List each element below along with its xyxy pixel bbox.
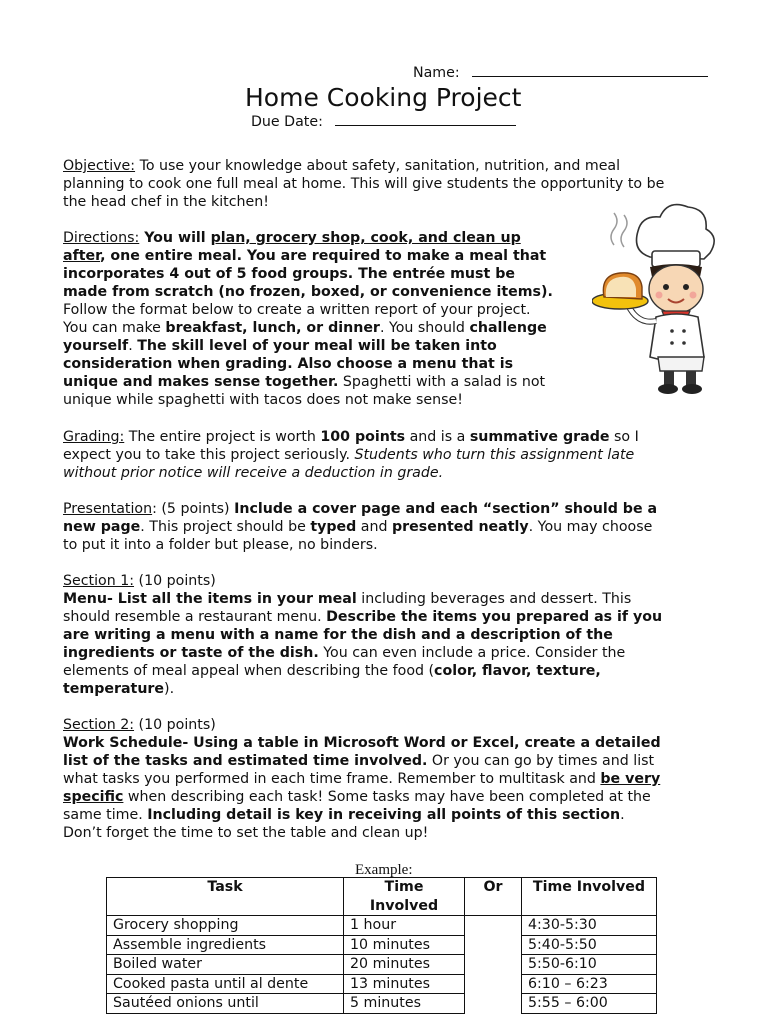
name-blank-line[interactable]	[472, 76, 708, 77]
table-row	[107, 955, 657, 975]
section2-text: specific	[63, 789, 124, 805]
directions-text: yourself	[63, 338, 129, 354]
presentation-text: : (5 points)	[152, 501, 235, 517]
due-date-row	[251, 114, 516, 130]
grading-label: Grading:	[63, 429, 125, 445]
section2-paragraph	[63, 716, 661, 842]
section1-text: color, flavor, texture,	[434, 663, 601, 679]
grading-text: and is a	[405, 429, 470, 445]
table-cell: 6:10 – 6:23	[522, 974, 657, 994]
directions-text: plan, grocery shop, cook, and clean up	[210, 230, 521, 246]
section2-text: - Using a table in Microsoft Word or Excel, create a detailed	[182, 735, 661, 751]
presentation-text: . This project should be	[140, 519, 311, 535]
grading-text: summative grade	[469, 429, 610, 445]
section1-paragraph	[63, 572, 662, 698]
name-label: Name:	[413, 65, 460, 81]
presentation-text: presented neatly	[392, 519, 529, 535]
presentation-label: Presentation	[63, 501, 153, 517]
presentation-paragraph	[63, 500, 657, 554]
table-cell: Sautéed onions until	[107, 994, 344, 1014]
column-header-time-involved	[344, 878, 465, 916]
table-cell: Cooked pasta until al dente	[107, 974, 344, 994]
objective-label: Objective:	[63, 158, 136, 174]
section2-text: Including detail is key in receiving all points of this section	[147, 807, 621, 823]
directions-text: .	[128, 338, 138, 354]
presentation-text: typed	[310, 519, 357, 535]
table-cell: Assemble ingredients	[107, 935, 344, 955]
table-row	[107, 994, 657, 1014]
table-cell: 5:40-5:50	[522, 935, 657, 955]
grading-text: The entire project is worth	[124, 429, 321, 445]
section2-text: when describing each task! Some tasks may have been completed at the	[123, 789, 651, 805]
presentation-text: Include a cover page and each “section” should be a	[234, 501, 658, 517]
section2-text: Don’t forget the time to set the table and clean up!	[63, 825, 429, 841]
section1-text: temperature	[63, 681, 165, 697]
objective-paragraph	[63, 157, 664, 211]
section1-text: ).	[164, 681, 175, 697]
table-row	[107, 935, 657, 955]
grading-text: 100 points	[320, 429, 406, 445]
directions-text: The skill level of your meal will be taken into	[137, 338, 497, 354]
section1-label: Section 1:	[63, 573, 135, 589]
column-header-task: Task	[107, 878, 344, 916]
section1-text: including beverages and dessert. This	[356, 591, 632, 607]
name-field-row	[413, 65, 708, 81]
section2-text: same time.	[63, 807, 148, 823]
directions-text: unique while spaghetti with tacos does not make sense!	[63, 392, 463, 408]
directions-text: consideration when grading. Also choose a menu that is	[63, 356, 514, 372]
section2-text: what tasks you performed in each time frame. Remember to multitask and	[63, 771, 601, 787]
section1-text: You can even include a price. Consider the	[318, 645, 626, 661]
directions-text: Follow the format below to create a written report of your project.	[63, 302, 531, 318]
directions-text: challenge	[469, 320, 547, 336]
section1-text: elements of meal appeal when describing the food (	[63, 663, 435, 679]
section1-text: should resemble a restaurant menu.	[63, 609, 327, 625]
example-table	[106, 877, 657, 1014]
table-cell: 1 hour	[344, 916, 465, 936]
table-cell: 5:50-6:10	[522, 955, 657, 975]
objective-text: planning to cook one full meal at home. This will give students the opportunity to be	[63, 176, 665, 192]
directions-text: . You should	[379, 320, 470, 336]
section2-text: Work Schedule	[63, 735, 183, 751]
section1-text: ingredients or taste of the dish.	[63, 645, 319, 661]
table-cell: 20 minutes	[344, 955, 465, 975]
page-title: Home Cooking Project	[245, 83, 522, 112]
due-date-label: Due Date:	[251, 114, 323, 130]
table-cell: Boiled water	[107, 955, 344, 975]
section2-text: Or you can go by times and list	[427, 753, 655, 769]
directions-text: Spaghetti with a salad is not	[338, 374, 546, 390]
directions-text: You can make	[63, 320, 166, 336]
section1-text: Describe the items you prepared as if you	[326, 609, 663, 625]
section2-text: be very	[600, 771, 661, 787]
directions-text: You will	[139, 230, 211, 246]
section2-text: list of the tasks and estimated time involved.	[63, 753, 428, 769]
directions-text: made from scratch (no frozen, boxed, or convenience items).	[63, 284, 553, 300]
column-header-or: Or	[465, 878, 522, 916]
grading-paragraph	[63, 428, 639, 482]
presentation-text: to put it into a folder but please, no binders.	[63, 537, 378, 553]
objective-text: the head chef in the kitchen!	[63, 194, 269, 210]
table-header-row	[107, 878, 657, 916]
objective-text: To use your knowledge about safety, sanitation, nutrition, and meal	[135, 158, 621, 174]
table-cell: 5 minutes	[344, 994, 465, 1014]
grading-text: without prior notice will receive a deduction in grade.	[63, 465, 444, 481]
table-cell-empty	[465, 916, 522, 1014]
column-header-text: Time	[384, 879, 424, 895]
directions-text: incorporates 4 out of 5 food groups. The entrée must be	[63, 266, 515, 282]
table-row	[107, 974, 657, 994]
directions-text: after	[63, 248, 101, 264]
directions-text: , one entire meal. You are required to make a meal that	[100, 248, 547, 264]
due-date-blank-line[interactable]	[335, 125, 516, 126]
section2-points: (10 points)	[134, 717, 216, 733]
directions-paragraph	[63, 229, 553, 409]
table-cell: 13 minutes	[344, 974, 465, 994]
grading-text: so I	[609, 429, 639, 445]
chef-illustration	[592, 197, 722, 397]
presentation-text: new page	[63, 519, 141, 535]
section1-text: are writing a menu with a name for the dish and a description of the	[63, 627, 613, 643]
directions-label: Directions:	[63, 230, 140, 246]
directions-text: breakfast, lunch, or dinner	[165, 320, 380, 336]
section2-label: Section 2:	[63, 717, 135, 733]
section1-text: Menu	[63, 591, 107, 607]
section2-text: .	[620, 807, 625, 823]
table-cell: 5:55 – 6:00	[522, 994, 657, 1014]
column-header-text: Involved	[369, 897, 439, 914]
presentation-text: and	[356, 519, 392, 535]
grading-text: expect you to take this project seriously.	[63, 447, 355, 463]
directions-text: unique and makes sense together.	[63, 374, 339, 390]
table-cell: 10 minutes	[344, 935, 465, 955]
table-cell: Grocery shopping	[107, 916, 344, 936]
example-caption: Example:	[355, 862, 413, 878]
section1-points: (10 points)	[134, 573, 216, 589]
column-header-time-range: Time Involved	[522, 878, 657, 916]
grading-text: Students who turn this assignment late	[354, 447, 635, 463]
table-row	[107, 916, 657, 936]
presentation-text: . You may choose	[528, 519, 653, 535]
section1-text: - List all the items in your meal	[106, 591, 357, 607]
table-cell: 4:30-5:30	[522, 916, 657, 936]
